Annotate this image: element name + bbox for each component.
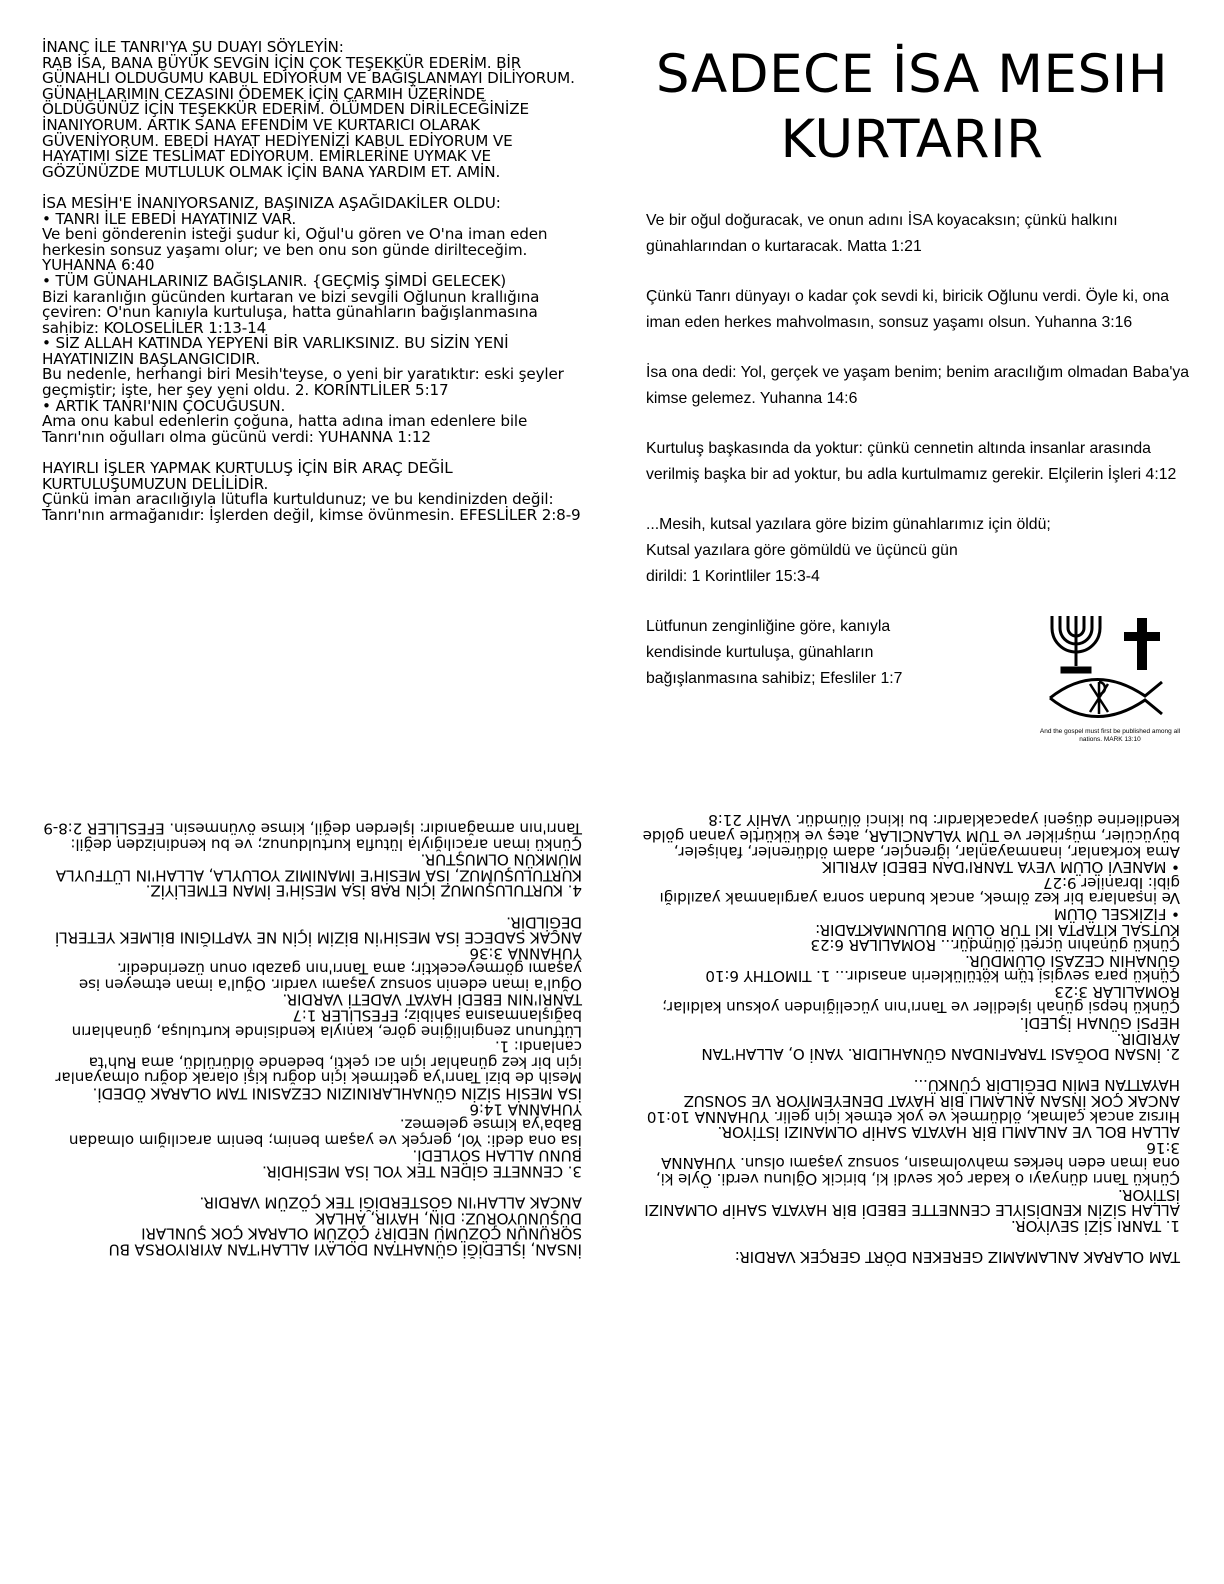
cross-icon xyxy=(1124,618,1160,670)
verse-corinthians: ...Mesih, kutsal yazılara göre bizim günahlarımız için öldü; Kutsal yazılara göre gömüldü ve üçüncü gün dirildi: 1 Korintliler 15:3-4 xyxy=(646,516,1051,585)
prayer-panel xyxy=(42,40,582,523)
works-text: HAYIRLI İŞLER YAPMAK KURTULUŞ İÇİN BİR ARAÇ DEĞİL KURTULUŞUMUZUN DELİLİDİR. Çünkü iman aracılığıyla lütufla kurtuldunuz; ve bu kendinizden değil: Tanrı'nın armağanıdır: İşlerden değil, kimse övünmesin. EFESLİLER 2:8-9 xyxy=(42,459,581,524)
truths-heading: TAM OLARAK ANLAMAMIZ GEREKEN DÖRT GERÇEK VARDIR: xyxy=(734,1248,1180,1267)
truth-one: 1. TANRI SİZİ SEVİYOR. ALLAH SİZİN KENDİSİYLE CENNETTE EBEDİ BİR HAYATA SAHİP OLMANIZI İSTİYOR. Çünkü Tanrı dünyayı o kadar çok sevdi ki, biricik Oğlunu verdi. Öyle ki, ona iman eden herkes mahvolmasın, sonsuz yaşamı olsun. YUHANNA 3:16 ALLAH BOL VE ANLAMLI BİR HAYATA SAHİP OLMANIZI İSTİYOR. Hırsız ancak çalmak, öldürmek ve yok etmek için gelir. YUHANNA 10:10 ANCAK ÇOK İNSAN ANLAMLI BİR HAYAT DENEYEMİYOR VE SONSUZ HAYATTAN EMİN DEĞİLDİR ÇÜNKÜ... xyxy=(644,1076,1180,1236)
ichthys-icon xyxy=(1050,679,1162,716)
verse-john-14-6: İsa ona dedi: Yol, gerçek ve yaşam benim; benim aracılığım olmadan Baba'ya kimse gelemez. Yuhanna 14:6 xyxy=(646,364,1190,407)
solution-intro: İNSAN, İŞLEDİĞİ GÜNAHTAN DOLAYI ALLAH'TAN AYIRIYORSA BU SORUNUN ÇÖZÜMÜ NEDİR? ÇÖZÜM OLARAK ÇOK ŞUNLARI DÜŞÜNÜYORUZ: DİN, HAYIR, AHLAK ANCAK ALLAH'IN GÖSTERDİĞİ TEK ÇÖZÜM VARDIR. xyxy=(108,1193,582,1259)
verse-john-3-16: Çünkü Tanrı dünyayı o kadar çok sevdi ki, biricik Oğlunu verdi. Öyle ki, ona iman eden herkes mahvolmasın, sonsuz yaşamı olsun. Yuhanna 3:16 xyxy=(646,288,1170,331)
verse-matthew: Ve bir oğul doğuracak, ve onun adını İSA koyacaksın; çünkü halkını günahlarından o kurtaracak. Matta 1:21 xyxy=(646,212,1118,255)
verse-acts: Kurtuluş başkasında da yoktur: çünkü cennetin altında insanlar arasında verilmiş başka bir ad yoktur, bu adla kurtulmamız gerekir. Elçilerin İşleri 4:12 xyxy=(646,440,1177,483)
verse-ephesians: Lütfunun zenginliğine göre, kanıyla kendisinde kurtuluşa, günahların bağışlanmasına sahibiz; Efesliler 1:7 xyxy=(646,618,903,687)
cover-panel xyxy=(632,42,1192,692)
truth-two: 2. İNSAN DOĞASI TARAFINDAN GÜNAHLIDIR. YANİ O, ALLAH'TAN AYRIDIR. HEPSİ GÜNAH İŞLEDİ. Çünkü hepsi günah işlediler ve Tanrı'nın yüceliğinden yoksun kaldılar; ROMALILAR 3:23 Çünkü para sevgisi tüm kötülüklerin anasıdır... 1. TIMOTHY 6:10 GÜNAHIN CEZASI ÖLÜMDÜR. Çünkü günahın ücreti ölümdür... ROMALILAR 6:23 KUTSAL KİTAPTA İKİ TÜR ÖLÜM BULUNMAKTADIR: • FİZİKSEL ÖLÜM Ve insanlara bir kez ölmek, ancak bundan sonra yargılanmak yazıldığı gibi: İbraniler 9:27 • MANEVİ ÖLÜM VEYA TANRI'DAN EBEDİ AYRILIK Ama korkanlar, inanmayanlar, iğrençler, adam öldürenler, fahişeler, büyücüler, müşrikler ve TÜM YALANCILAR, ateş ve kükürtle yanan gölde kendilerine düşeni yapacaklardır: bu ikinci ölümdür. VAHİY 21:8 xyxy=(642,811,1180,1064)
truth-four: 4. KURTULUŞUMUZ İÇİN RAB İSA MESİH'E İMAN ETMELİYİZ. KURTULUŞUMUZ, İSA MESİH'E İMANIMIZ YOLUYLA, ALLAH'IN LÜTFUYLA MÜMKÜN OLMUŞTUR. Çünkü iman aracılığıyla lütufla kurtuldunuz; ve bu kendinizden değil: Tanrı'nın armağanıdır: İşlerden değil, kimse övünmesin. EFESLİLER 2:8-9 xyxy=(43,819,582,900)
symbol-caption: And the gospel must first be published among all nations. MARK 13:10 xyxy=(1039,728,1181,743)
cover-title: SADECE İSA MESIH KURTARIR xyxy=(655,44,1169,170)
truth-three: 3. CENNETE GİDEN TEK YOL İSA MESİHDİR. BUNU ALLAH SÖYLEDİ. İsa ona dedi: Yol, gerçek ve yaşam benim; benim aracılığım olmadan Baba'ya kimse gelemez. YUHANNA 14:6 İSA MESİH SİZİN GÜNAHLARINIZIN CEZASINI TAM OLARAK ÖDEDİ. Mesih de bizi Tanrı'ya getirmek için doğru kişi olarak doğru olmayanlar için bir kez günahlar için acı çekti, bedende öldürüldü, ama Ruh'ta canlandı: 1. Lütfunun zenginliğine göre, kanıyla kendisinde kurtuluşa, günahların bağışlanmasına sahibiz; EFESLİLER 1:7 TANRI'NIN EBEDİ HAYAT VADETİ VARDIR. Oğul'a iman edenin sonsuz yaşamı vardır. Oğul'a iman etmeyen ise yaşamı görmeyecektir; ama Tanrı'nın gazabı onun üzerindedir. YUHANNA 3:36 ANCAK SADECE İSA MESİH'İN BİZİM İÇİN NE YAPTIĞINI BİLMEK YETERLİ DEĞİLDİR. xyxy=(55,913,582,1181)
believers-text: İSA MESİH'E İNANIYORSANIZ, BAŞINIZA AŞAĞIDAKİLER OLDU: • TANRI İLE EBEDİ HAYATINIZ VAR. Ve beni gönderenin isteği şudur ki, Oğul'u gören ve O'na iman eden herkesin sonsuz yaşamı olur; ve ben onu son günde dirilteceğim. YUHANNA 6:40 • TÜM GÜNAHLARINIZ BAĞIŞLANIR. {GEÇMİŞ ŞİMDİ GELECEK) Bizi karanlığın gücünden kurtaran ve bizi sevgili Oğlunun krallığına çeviren: O'nun kanıyla kurtuluşa, hatta günahların bağışlanmasına sahibiz: KOLOSELİLER 1:13-14 • SİZ ALLAH KATINDA YEPYENİ BİR VARLIKSINIZ. BU SİZİN YENİ HAYATINIZIN BAŞLANGICIDIR. Bu nedenle, herhangi biri Mesih'teyse, o yeni bir yaratıktır: eski şeyler geçmiştir; işte, her şey yeni oldu. 2. KORİNTLİLER 5:17 • ARTIK TANRI'NIN ÇOCUĞUSUN. Ama onu kabul edenlerin çoğuna, hatta adına iman edenlere bile Tanrı'nın oğulları olma gücünü verdi: YUHANNA 1:12 xyxy=(42,193,564,446)
truths-panel xyxy=(640,811,1180,1267)
prayer-text: İNANÇ İLE TANRI'YA ŞU DUAYI SÖYLEYİN: RAB İSA, BANA BÜYÜK SEVGİN İÇİN ÇOK TEŞEKKÜR EDERİM. BİR GÜNAHLI OLDUĞUMU KABUL EDİYORUM VE BAĞIŞLANMAYI DİLİYORUM. GÜNAHLARIMIN CEZASINI ÖDEMEK İÇİN ÇARMIH ÜZERİNDE ÖLDÜĞÜNÜZ İÇİN TEŞEKKÜR EDERİM. ÖLÜMDEN DİRİLECEĞİNİZE İNANIYORUM. ARTIK SANA EFENDİM VE KURTARICI OLARAK GÜVENİYORUM. EBEDİ HAYAT HEDİYENİZİ KABUL EDİYORUM VE HAYATIMI SİZE TESLİMAT EDİYORUM. EMİRLERİNE UYMAK VE GÖZÜNÜZDE MUTLULUK OLMAK İÇİN BANA YARDIM ET. AMİN. xyxy=(42,38,575,181)
menorah-icon xyxy=(1052,616,1100,672)
solution-panel xyxy=(42,820,582,1257)
